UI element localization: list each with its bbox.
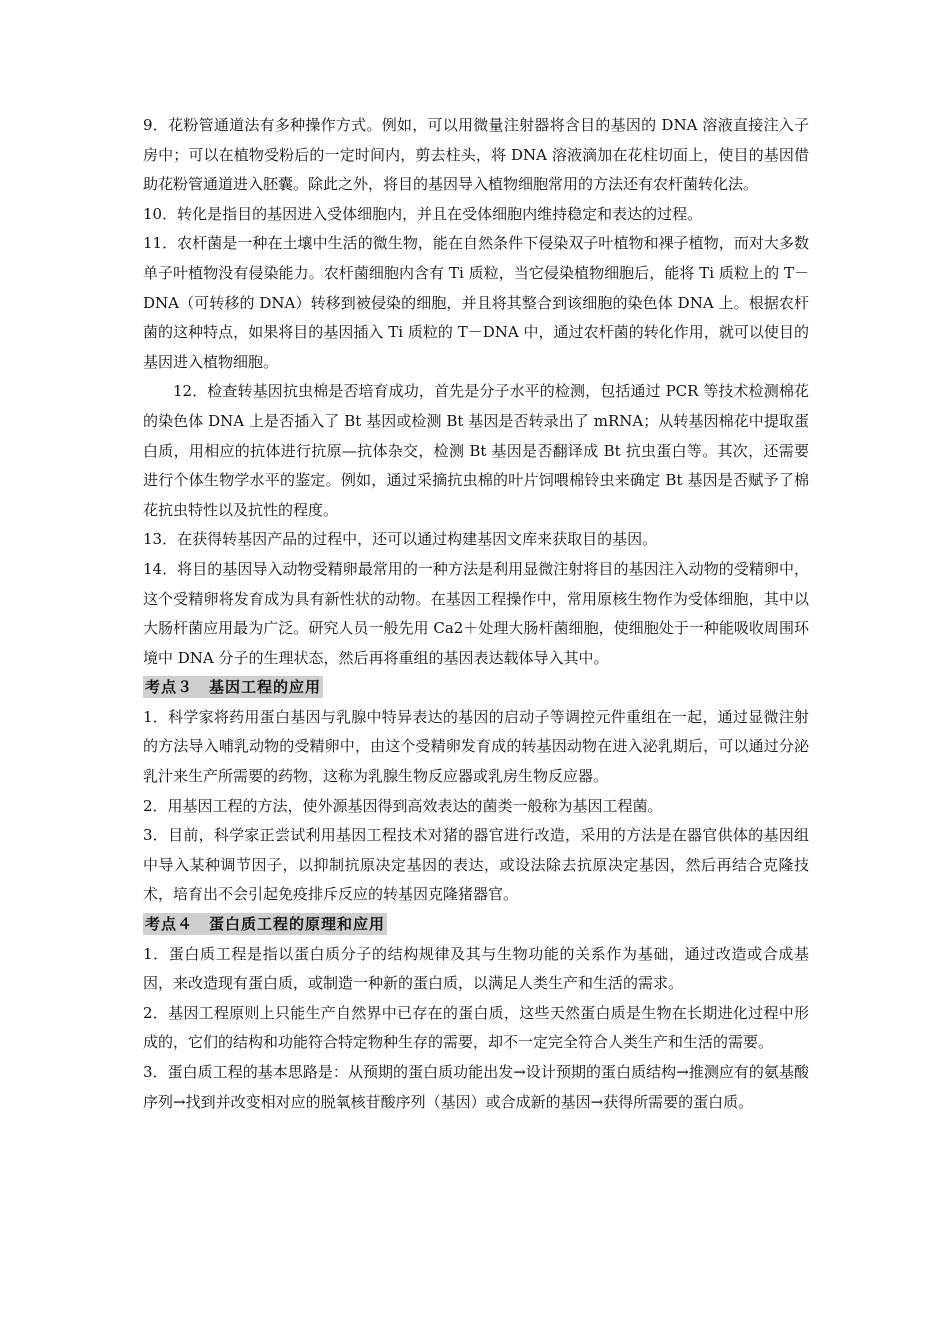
document-page xyxy=(143,111,809,1117)
paragraph-13: 13．在获得转基因产品的过程中，还可以通过构建基因文库来获取目的基因。 xyxy=(143,530,658,549)
section-4-paragraph-3: 3．蛋白质工程的基本思路是：从预期的蛋白质功能出发→设计预期的蛋白质结构→推测应有的氨基酸序列→找到并改变相对应的脱氧核苷酸序列（基因）或合成新的基因→获得所需要的蛋白质。 xyxy=(143,1063,809,1111)
section-4-paragraph-1: 1．蛋白质工程是指以蛋白质分子的结构规律及其与生物功能的关系作为基础，通过改造或合成基因，来改造现有蛋白质，或制造一种新的蛋白质，以满足人类生产和生活的需求。 xyxy=(143,944,809,993)
paragraph-12: 12．检查转基因抗虫棉是否培育成功，首先是分子水平的检测，包括通过 PCR 等技术检测棉花的染色体 DNA 上是否插入了 Bt 基因或检测 Bt 基因是否转录出了 mRNA；从转基因棉花中提取蛋白质，用相应的抗体进行抗原—抗体杂交，检测 Bt 基因是否翻译成 Bt 抗虫蛋白等。其次，还需要进行个体生物学水平的鉴定。例如，通过采摘抗虫棉的叶片饲喂棉铃虫来确定 Bt 基因是否赋予了棉花抗虫特性以及抗性的程度。 xyxy=(143,382,809,519)
section-3-heading: 考点３ 基因工程的应用 xyxy=(145,678,322,697)
paragraph-9: 9．花粉管通道法有多种操作方式。例如，可以用微量注射器将含目的基因的 DNA 溶液直接注入子房中；可以在植物受粉后的一定时间内，剪去柱头，将 DNA 溶液滴加在花柱切面上，使目的基因借助花粉管通道进入胚囊。除此之外，将目的基因导入植物细胞常用的方法还有农杆菌转化法。 xyxy=(143,116,809,194)
paragraph-11: 11．农杆菌是一种在土壤中生活的微生物，能在自然条件下侵染双子叶植物和裸子植物，而对大多数单子叶植物没有侵染能力。农杆菌细胞内含有 Ti 质粒，当它侵染植物细胞后，能将 Ti 质粒上的 T－DNA（可转移的 DNA）转移到被侵染的细胞，并且将其整合到该细胞的染色体 DNA 上。根据农杆菌的这种特点，如果将目的基因插入 Ti 质粒的 T－DNA 中，通过农杆菌的转化作用，就可以使目的基因进入植物细胞。 xyxy=(143,234,809,371)
section-4-paragraph-2: 2．基因工程原则上只能生产自然界中已存在的蛋白质，这些天然蛋白质是生物在长期进化过程中形成的，它们的结构和功能符合特定物种生存的需要，却不一定完全符合人类生产和生活的需要。 xyxy=(143,1003,809,1052)
section-3-heading-row xyxy=(143,673,809,703)
section-4-heading: 考点４ 蛋白质工程的原理和应用 xyxy=(145,915,386,934)
paragraph-10: 10．转化是指目的基因进入受体细胞内，并且在受体细胞内维持稳定和表达的过程。 xyxy=(143,204,703,223)
section-3-paragraph-2: 2．用基因工程的方法，使外源基因得到高效表达的菌类一般称为基因工程菌。 xyxy=(143,796,663,815)
section-4-heading-row xyxy=(143,910,809,940)
section-3-paragraph-3: 3．目前，科学家正尝试利用基因工程技术对猪的器官进行改造，采用的方法是在器官供体的基因组中导入某种调节因子，以抑制抗原决定基因的表达，或设法除去抗原决定基因，然后再结合克隆技术，培育出不会引起免疫排斥反应的转基因克隆猪器官。 xyxy=(143,826,809,904)
paragraph-14: 14．将目的基因导入动物受精卵最常用的一种方法是利用显微注射将目的基因注入动物的受精卵中，这个受精卵将发育成为具有新性状的动物。在基因工程操作中，常用原核生物作为受体细胞，其中以大肠杆菌应用最为广泛。研究人员一般先用 Ca2＋处理大肠杆菌细胞，使细胞处于一种能吸收周围环境中 DNA 分子的生理状态，然后再将重组的基因表达载体导入其中。 xyxy=(143,559,809,667)
section-3-paragraph-1: 1．科学家将药用蛋白基因与乳腺中特异表达的基因的启动子等调控元件重组在一起，通过显微注射的方法导入哺乳动物的受精卵中，由这个受精卵发育成的转基因动物在进入泌乳期后，可以通过分泌乳汁来生产所需要的药物，这称为乳腺生物反应器或乳房生物反应器。 xyxy=(143,707,809,786)
